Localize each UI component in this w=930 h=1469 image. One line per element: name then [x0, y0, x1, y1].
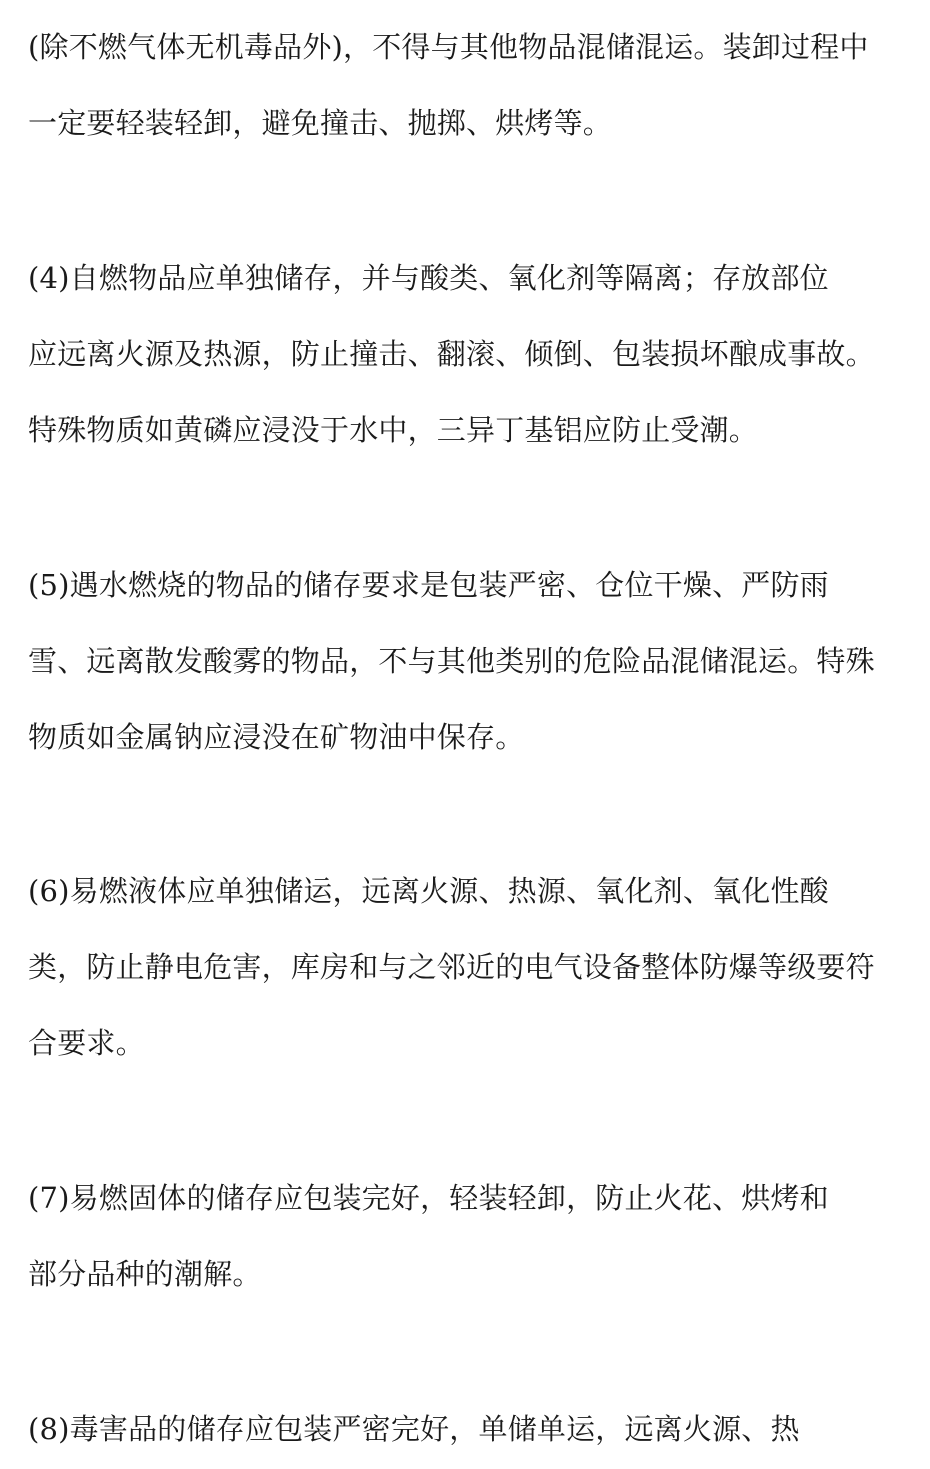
paragraph-6-line: (6)易燃液体应单独储运，远离火源、热源、氧化剂、氧化性酸	[28, 874, 829, 908]
paragraph-6-line: 合要求。	[28, 1026, 145, 1060]
paragraph-6-line: 类，防止静电危害，库房和与之邻近的电气设备整体防爆等级要符	[28, 950, 875, 984]
paragraph-7-line: (7)易燃固体的储存应包装完好，轻装轻卸，防止火花、烘烤和	[28, 1181, 829, 1215]
paragraph-5-line: (5)遇水燃烧的物品的储存要求是包装严密、仓位干燥、严防雨	[28, 568, 829, 602]
paragraph-7-line: 部分品种的潮解。	[28, 1257, 262, 1291]
paragraph-4-line: 特殊物质如黄磷应浸没于水中，三异丁基铝应防止受潮。	[28, 413, 759, 447]
paragraph-5-line: 物质如金属钠应浸没在矿物油中保存。	[28, 720, 525, 754]
paragraph-4-line: 应远离火源及热源，防止撞击、翻滚、倾倒、包装损坏酿成事故。	[28, 337, 875, 371]
paragraph-4-line: (4)自燃物品应单独储存，并与酸类、氧化剂等隔离；存放部位	[28, 261, 829, 295]
paragraph-8-line: (8)毒害品的储存应包装严密完好，单储单运，远离火源、热	[28, 1412, 800, 1446]
paragraph-5-line: 雪、远离散发酸雾的物品，不与其他类别的危险品混储混运。特殊	[28, 644, 875, 678]
text-line: (除不燃气体无机毒品外)，不得与其他物品混储混运。装卸过程中	[28, 30, 869, 64]
text-line: 一定要轻装轻卸，避免撞击、抛掷、烘烤等。	[28, 106, 613, 140]
